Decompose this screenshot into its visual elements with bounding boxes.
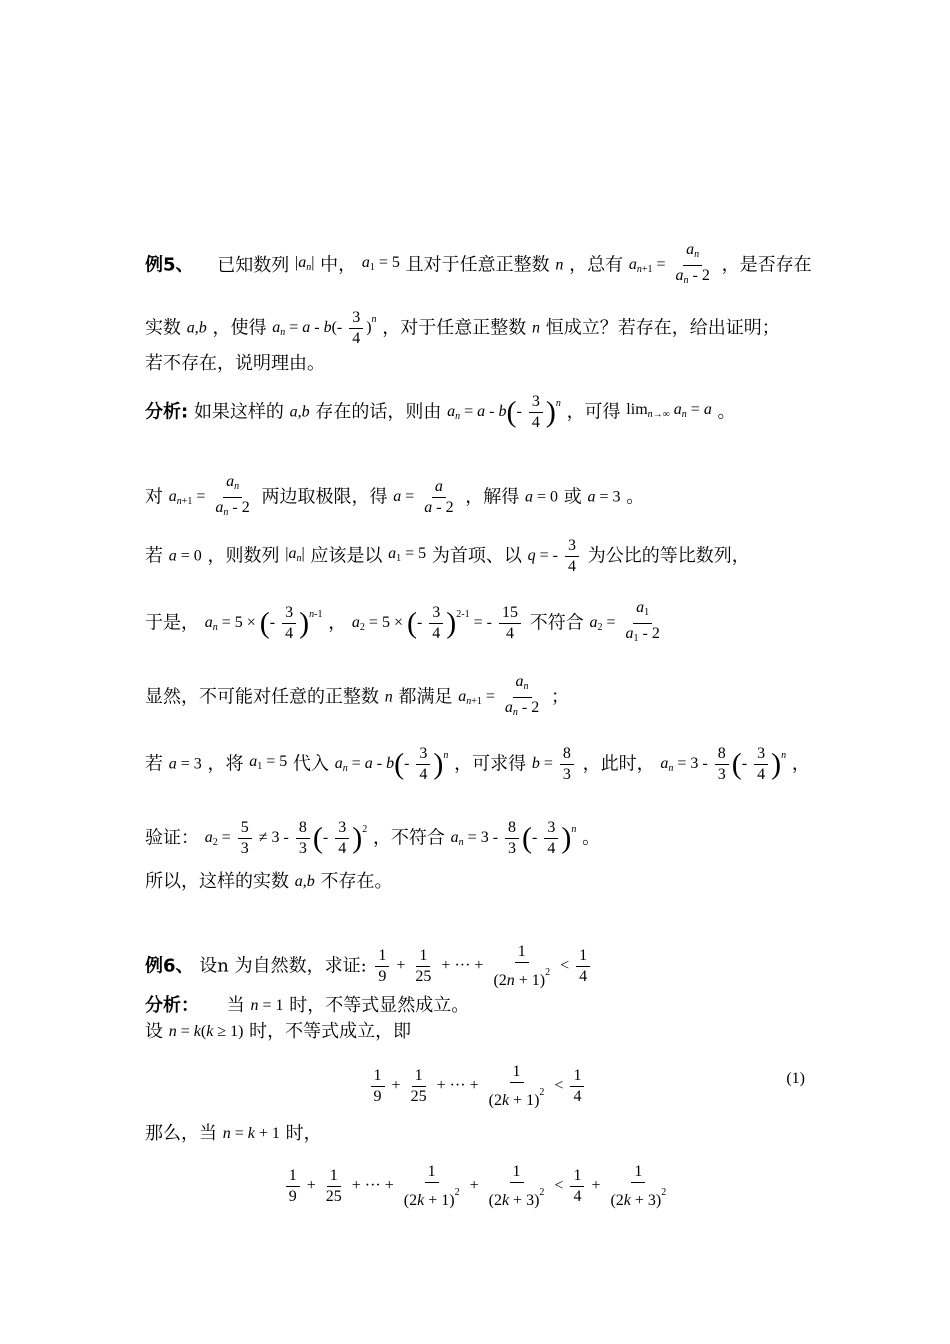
ex5-line2: 实数 a,b ，使得 $a_n = a - b(-$ $\frac{3}{4}$ )$^n$ ，对于任意正整数 n 恒成立？若存在，给出证明； <box>145 309 780 347</box>
math-recurrence: $a_{n+1}$ = $\frac{a_n}{a_n - 2}$ <box>628 241 710 286</box>
ex5-line1: 例5、 已知数列 $|a_n|$ 中， $a_1 = 5$ 且对于任意正整数 n ，总有 $a_{n+1}$ = $\frac{a_n}{a_n - 2}$ ，是否存在 <box>145 241 812 286</box>
math-sequence: $|a_n|$ <box>295 254 315 273</box>
analysis6-line2: 设 n = k(k ≥ 1) 时，不等式成立，即 <box>145 1021 412 1042</box>
analysis5-line2: 对 $a_{n+1}$ = $\frac{a_n}{a_n - 2}$ 两边取极限，得 a = $\frac{a}{a - 2}$ ，解得 a = 0 或 a = 3 。 <box>145 473 645 518</box>
analysis5-line4: 于是， $a_n = 5$ × (- $\frac{3}{4}$ )$^{n-1}$ ， $a_2 = 5$ × (- $\frac{3}{4}$ )$^{2-1}$ = - $\frac{15}{4}$ 不符合 $a_2$ = $\frac{a_1}{a_1 - 2}$ <box>145 599 660 644</box>
math-inequality: $\frac{1}{9}$ + $\frac{1}{25}$ + ··· + $\frac{1}{(2n + 1)^2}$ < $\frac{1}{4}$ <box>372 957 593 974</box>
example-label: 例6、 <box>145 955 194 977</box>
math-formula: $a_n = a - b(-$ $\frac{3}{4}$ )$^n$ <box>272 309 377 347</box>
analysis5-line6: 若 a = 3 ，将 $a_1 = 5$ 代入 $a_n = a - b(-$ $\frac{3}{4}$ )$^n$ ，可求得 b = $\frac{8}{3}$ ，此时， $a_n = 3$ - $\frac{8}{3}$ (- $\frac{3}{4}$ )$^n$ ， <box>145 745 810 783</box>
equation-number: (1) <box>786 1070 805 1087</box>
analysis5-line1: 分析: 如果这样的 a,b 存在的话，则由 $a_n = a - b(-$ $\frac{3}{4}$ )$^n$ ，可得 $\lim_{n\to\infty} a_n = a$ 。 <box>145 393 736 431</box>
example-label: 例5、 <box>145 254 194 276</box>
analysis5-line5: 显然，不可能对任意的正整数 n 都满足 $a_{n+1}$ = $\frac{a_n}{a_n - 2}$ ； <box>145 673 569 718</box>
analysis6-eq2: $\frac{1}{9}$ + $\frac{1}{25}$ + ··· + $\frac{1}{(2k + 1)^2}$ + $\frac{1}{(2k + 3)^2}$ < $\frac{1}{4}$ + $\frac{1}{(2k + 3)^2}$ <box>145 1162 810 1211</box>
math-a1: $a_1 = 5$ <box>361 254 400 273</box>
analysis5-line7: 验证： $a_2$ = $\frac{5}{3}$ ≠ 3 - $\frac{8}{3}$ (- $\frac{3}{4}$ )$^2$ ，不符合 $a_n = 3$ - $\frac{8}{3}$ (- $\frac{3}{4}$ )$^n$ 。 <box>145 819 601 857</box>
ex6-line1: 例6、 设n 为自然数，求证: $\frac{1}{9}$ + $\frac{1}{25}$ + ··· + $\frac{1}{(2n + 1)^2}$ < $\frac{1}{4}$ <box>145 942 810 991</box>
math-limit: $\lim_{n\to\infty} a_n = a$ <box>626 401 712 420</box>
analysis6-line1: 分析： 当 n = 1 时，不等式显然成立。 <box>145 995 470 1016</box>
ex5-line3: 若不存在，说明理由。 <box>145 353 325 374</box>
analysis5-line3: 若 a = 0 ，则数列 $|a_n|$ 应该是以 $a_1 = 5$ 为首项、以 q = - $\frac{3}{4}$ 为公比的等比数列， <box>145 537 750 575</box>
analysis6-eq1: $\frac{1}{9}$ + $\frac{1}{25}$ + ··· + $\frac{1}{(2k + 1)^2}$ < $\frac{1}{4}$ <box>145 1062 810 1111</box>
analysis6-line3: 那么，当 n = k + 1 时， <box>145 1123 322 1144</box>
analysis5-line8: 所以，这样的实数 a,b 不存在。 <box>145 871 393 892</box>
